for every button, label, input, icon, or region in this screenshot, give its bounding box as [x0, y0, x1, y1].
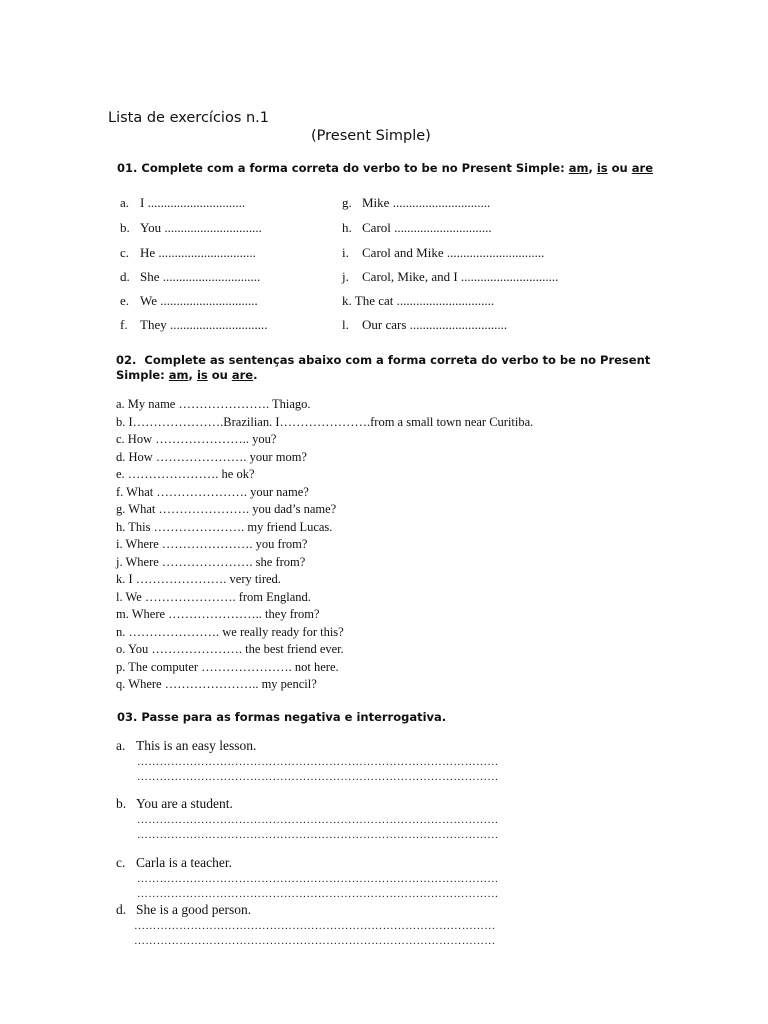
item-label: c.: [116, 855, 126, 870]
exercise-3-sentence: [116, 796, 233, 812]
exercise-1-item: [342, 269, 558, 285]
exercise-1-item: [120, 220, 262, 236]
exercise-2-heading: [116, 353, 650, 383]
option-am: am: [568, 161, 589, 175]
option-am: am: [168, 368, 189, 382]
exercise-2-item: k. I …………………. very tired.: [116, 572, 281, 586]
exercise-2-number: 02.: [116, 353, 137, 367]
item-text: Carol, Mike, and I ..............................: [362, 269, 559, 284]
item-label: f.: [120, 317, 128, 332]
exercise-2-item: n. …………………. we really ready for this?: [116, 624, 344, 639]
exercise-1-heading: [117, 161, 653, 175]
option-are: are: [231, 368, 254, 382]
exercise-1-item: [342, 245, 544, 261]
exercise-1-instruction: Complete com a forma correta do verbo to be no Present Simple:: [141, 161, 565, 175]
answer-line: ……………………………………………………………………………………: [137, 829, 499, 841]
exercise-2-item: b. I………………….Brazilian. I………………….from a small town near Curitiba.: [116, 414, 534, 429]
answer-line: ……………………………………………………………………………………: [134, 935, 496, 947]
exercise-1-item: [342, 293, 494, 309]
exercise-2-item: g. What …………………. you dad’s name?: [116, 502, 337, 516]
exercise-2-item: e. …………………. he ok?: [116, 467, 255, 481]
item-text: They ..............................: [140, 317, 268, 332]
item-label: b.: [120, 220, 130, 235]
exercise-2-item: d. How …………………. your mom?: [116, 449, 307, 464]
item-text: She ..............................: [140, 269, 261, 284]
exercise-2-instruction-line1: Complete as sentenças abaixo com a forma correta do verbo to be no Present: [144, 353, 651, 367]
item-label: d.: [120, 269, 130, 284]
item-text: Carla is a teacher.: [136, 855, 232, 870]
option-is: is: [196, 368, 208, 382]
item-label: a.: [120, 195, 130, 210]
answer-line: ……………………………………………………………………………………: [137, 873, 499, 885]
exercise-2-item: i. Where …………………. you from?: [116, 537, 308, 551]
exercise-1-item: [342, 220, 492, 236]
item-label: g.: [342, 195, 352, 210]
page-title: Lista de exercícios n.1: [108, 110, 270, 126]
exercise-1-item: [120, 269, 260, 285]
exercise-2-item: f. What …………………. your name?: [116, 484, 309, 499]
exercise-3-instruction: Passe para as formas negativa e interrogativa.: [141, 710, 447, 724]
exercise-2-item: p. The computer …………………. not here.: [116, 659, 339, 674]
exercise-1-item: [120, 293, 258, 309]
exercise-1-number: 01.: [117, 161, 138, 175]
option-or: ou: [611, 161, 628, 175]
option-separator: ,: [588, 161, 593, 175]
item-label: j.: [342, 269, 349, 284]
option-or: ou: [211, 368, 228, 382]
exercise-2-item: j. Where …………………. she from?: [116, 554, 306, 569]
item-label: c.: [120, 245, 130, 260]
page-subtitle: (Present Simple): [311, 128, 431, 144]
option-are: are: [631, 161, 653, 175]
exercise-3-sentence: [116, 738, 256, 754]
exercise-1-item: [120, 195, 245, 211]
exercise-3-heading: [117, 710, 446, 724]
instruction-end: .: [253, 368, 258, 382]
item-label: d.: [116, 902, 127, 917]
exercise-2-item: c. How ………………….. you?: [116, 432, 277, 446]
item-text: Mike ..............................: [362, 195, 491, 210]
item-text: She is a good person.: [136, 902, 252, 917]
item-label: e.: [120, 293, 130, 308]
answer-line: ……………………………………………………………………………………: [137, 888, 499, 900]
option-separator: ,: [188, 368, 193, 382]
exercise-2-instruction-prefix: Simple:: [116, 368, 165, 382]
item-label: b.: [116, 796, 127, 811]
option-is: is: [596, 161, 608, 175]
item-label: i.: [342, 245, 349, 260]
item-text: He ..............................: [140, 245, 256, 260]
exercise-1-item: [120, 317, 267, 333]
exercise-3-sentence: [116, 902, 251, 918]
exercise-3-sentence: [116, 855, 232, 871]
item-text: k. The cat ..............................: [342, 293, 495, 308]
item-label: l.: [342, 317, 349, 332]
exercise-2-item: m. Where ………………….. they from?: [116, 607, 320, 621]
item-text: You ..............................: [140, 220, 262, 235]
item-text: Carol ..............................: [362, 220, 492, 235]
item-label: h.: [342, 220, 352, 235]
item-text: This is an easy lesson.: [136, 738, 257, 753]
exercise-2-item: l. We …………………. from England.: [116, 589, 311, 604]
exercise-2-item: a. My name …………………. Thiago.: [116, 397, 311, 411]
exercise-2-list: [116, 396, 533, 694]
exercise-1-item: [342, 195, 490, 211]
exercise-2-item: o. You …………………. the best friend ever.: [116, 642, 344, 656]
answer-line: ……………………………………………………………………………………: [134, 920, 496, 932]
item-text: We ..............................: [140, 293, 258, 308]
item-text: Carol and Mike ..............................: [362, 245, 545, 260]
exercise-2-item: q. Where ………………….. my pencil?: [116, 677, 317, 691]
exercise-1-item: [342, 317, 507, 333]
answer-line: ……………………………………………………………………………………: [137, 771, 499, 783]
item-text: Our cars ..............................: [362, 317, 508, 332]
answer-line: ……………………………………………………………………………………: [137, 814, 499, 826]
exercise-1-item: [120, 245, 256, 261]
item-label: a.: [116, 738, 126, 753]
answer-line: ……………………………………………………………………………………: [137, 756, 499, 768]
item-text: You are a student.: [136, 796, 233, 811]
exercise-3-number: 03.: [117, 710, 138, 724]
item-text: I ..............................: [140, 195, 246, 210]
exercise-2-item: h. This …………………. my friend Lucas.: [116, 519, 333, 534]
